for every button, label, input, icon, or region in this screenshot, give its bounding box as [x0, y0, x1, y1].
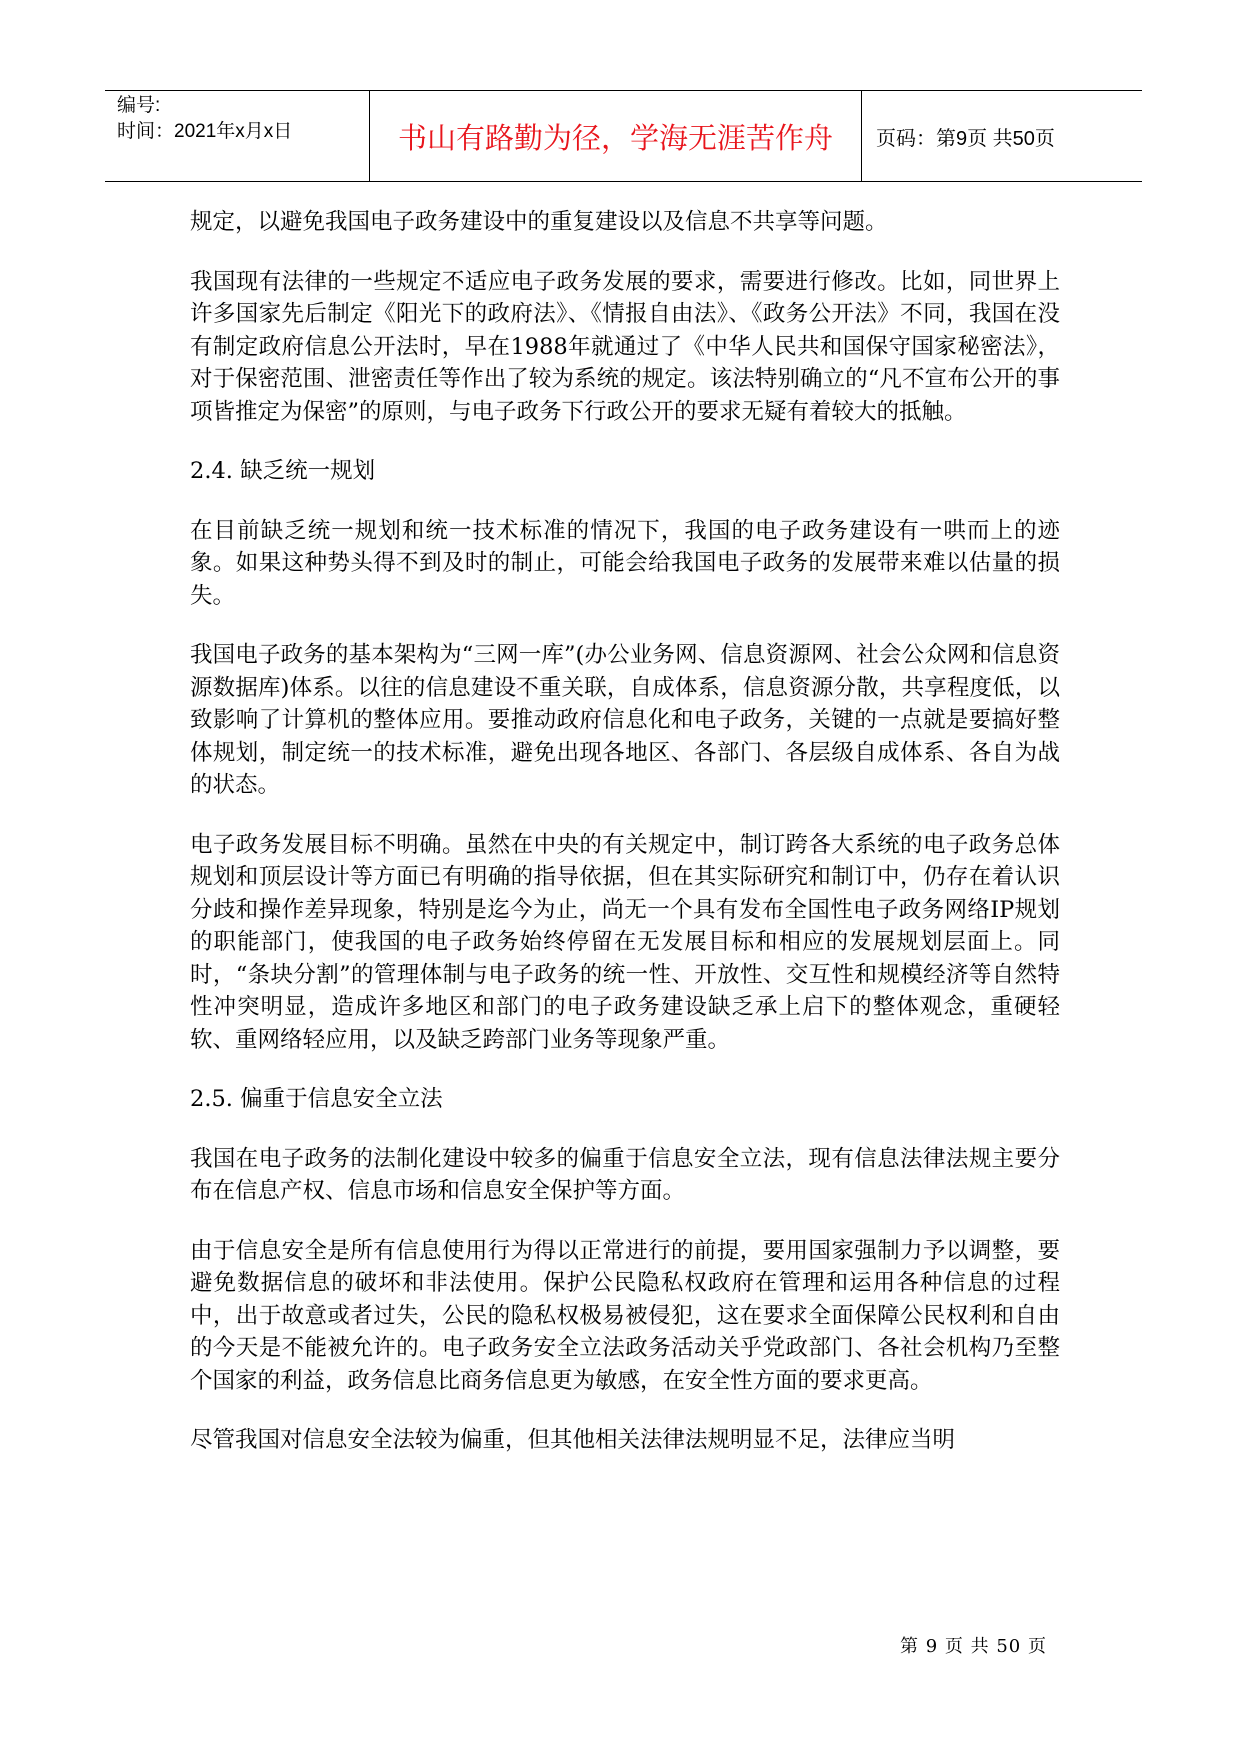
header-page-number: 页码：第9页 共50页	[876, 127, 1055, 150]
paragraph: 我国电子政务的基本架构为“三网一库”(办公业务网、信息资源网、社会公众网和信息资源数据库)体系。以往的信息建设不重关联，自成体系，信息资源分散，共享程度低，以致影响了计算机的整体应用。要推动政府信息化和电子政务，关键的一点就是要搞好整体规划，制定统一的技术标准，避免出现各地区、各部门、各层级自成体系、各自为战的状态。	[190, 642, 1060, 798]
page-footer: 第 9 页 共 50 页	[900, 1636, 1047, 1657]
header-info	[105, 91, 370, 181]
paragraph: 电子政务发展目标不明确。虽然在中央的有关规定中，制订跨各大系统的电子政务总体规划和顶层设计等方面已有明确的指导依据，但在其实际研究和制订中，仍存在着认识分歧和操作差异现象，特别是迄今为止，尚无一个具有发布全国性电子政务网络IP规划的职能部门，使我国的电子政务始终停留在无发展目标和相应的发展规划层面上。同时，“条块分割”的管理体制与电子政务的统一性、开放性、交互性和规模经济等自然特性冲突明显，造成许多地区和部门的电子政务建设缺乏承上启下的整体观念，重硬轻软、重网络轻应用，以及缺乏跨部门业务等现象严重。	[190, 831, 1060, 1053]
paragraph: 我国现有法律的一些规定不适应电子政务发展的要求，需要进行修改。比如，同世界上许多国家先后制定《阳光下的政府法》、《情报自由法》、《政务公开法》不同，我国在没有制定政府信息公开法时，早在1988年就通过了《中华人民共和国保守国家秘密法》，对于保密范围、泄密责任等作出了较为系统的规定。该法特别确立的“凡不宣布公开的事项皆推定为保密”的原则，与电子政务下行政公开的要求无疑有着较大的抵触。	[190, 268, 1060, 425]
page-header	[105, 90, 1142, 182]
paragraph: 尽管我国对信息安全法较为偏重，但其他相关法律法规明显不足，法律应当明	[190, 1427, 956, 1453]
paragraph: 我国在电子政务的法制化建设中较多的偏重于信息安全立法，现有信息法律法规主要分布在信息产权、信息市场和信息安全保护等方面。	[190, 1145, 1060, 1204]
header-motto: 书山有路勤为径，学海无涯苦作舟	[370, 91, 862, 181]
document-time-label: 时间：2021年x月x日	[117, 121, 293, 142]
section-heading: 2.5. 偏重于信息安全立法	[190, 1086, 443, 1112]
paragraph: 由于信息安全是所有信息使用行为得以正常进行的前提，要用国家强制力予以调整，要避免数据信息的破坏和非法使用。保护公民隐私权政府在管理和运用各种信息的过程中，出于故意或者过失，公民的隐私权极易被侵犯，这在要求全面保障公民权利和自由的今天是不能被允许的。电子政务安全立法政务活动关乎党政部门、各社会机构乃至整个国家的利益，政务信息比商务信息更为敏感，在安全性方面的要求更高。	[190, 1237, 1060, 1394]
document-body	[190, 206, 1060, 1484]
paragraph: 规定，以避免我国电子政务建设中的重复建设以及信息不共享等问题。	[190, 209, 888, 235]
section-heading: 2.4. 缺乏统一规划	[190, 458, 376, 484]
paragraph: 在目前缺乏统一规划和统一技术标准的情况下，我国的电子政务建设有一哄而上的迹象。如果这种势头得不到及时的制止，可能会给我国电子政务的发展带来难以估量的损失。	[190, 517, 1060, 609]
document-number-label: 编号:	[117, 95, 161, 116]
